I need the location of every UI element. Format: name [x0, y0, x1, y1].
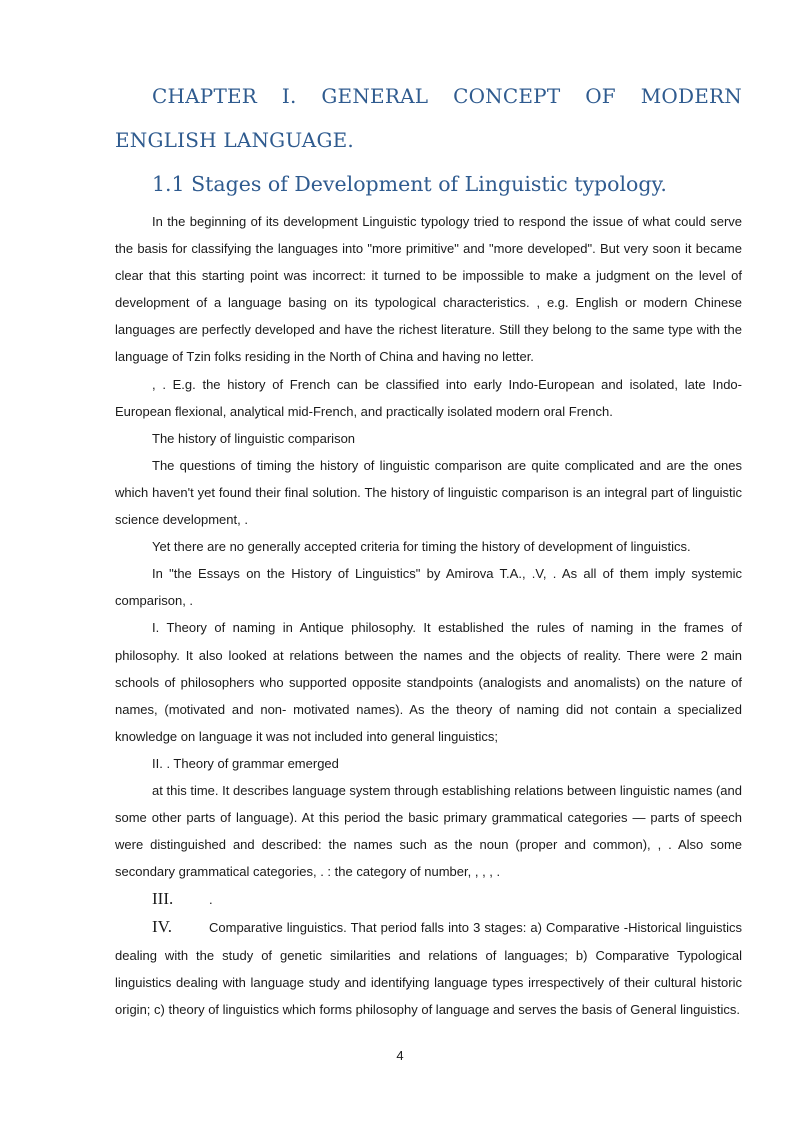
- paragraph: In the beginning of its development Linguistic typology tried to respond the issue of what could serve the basis for classifying the languages into "more primitive" and "more developed". But very soon it became clear that this starting point was incorrect: it turned to be impossible to make a judgment on the level of development of a language basing on its typological characteristics. , e.g. English or modern Chinese languages are perfectly developed and have the richest literature. Still they belong to the same type with the language of Tzin folks residing in the North of China and having no letter.: [115, 214, 742, 365]
- paragraph: The history of linguistic comparison: [152, 430, 356, 446]
- roman-numeral: IV.: [152, 917, 172, 937]
- section-title: 1.1 Stages of Development of Linguistic typology.: [152, 172, 667, 196]
- page-number: 4: [396, 1048, 404, 1063]
- page-content: [115, 74, 742, 1023]
- paragraph: at this time. It describes language system through establishing relations between linguistic names (and some other parts of language). At this period the basic primary grammatical categories — parts of speech were distinguished and described: the names such as the noun (proper and common), , . Also some secondary grammatical categories, . : the category of number, , , , .: [115, 782, 742, 880]
- paragraph: The questions of timing the history of linguistic comparison are quite complicated and are the ones which haven't yet found their final solution. The history of linguistic comparison is an integral part of linguistic science development, .: [115, 457, 742, 528]
- roman-item-text: Comparative linguistics. That period falls into 3 stages: a) Comparative -Historical linguistics dealing with the study of genetic similarities and relations of languages; b) Comparative Typological linguistics dealing with language study and identifying language types irrespectively of their cultural historic origin; c) theory of linguistics which forms philosophy of language and serves the basis of General linguistics.: [115, 920, 742, 1017]
- roman-item-four: [115, 913, 742, 1022]
- paragraph: II. . Theory of grammar emerged: [152, 755, 339, 771]
- paragraph: In "the Essays on the History of Linguistics" by Amirova T.A., .V, . As all of them imply systemic comparison, .: [115, 566, 742, 609]
- paragraph: , . E.g. the history of French can be classified into early Indo-European and isolated, late Indo-European flexional, analytical mid-French, and practically isolated modern oral French.: [115, 376, 742, 419]
- roman-numeral: III.: [152, 889, 174, 909]
- roman-item-three: [115, 885, 742, 913]
- chapter-title: CHAPTER I. GENERAL CONCEPT OF MODERN ENGLISH LANGUAGE.: [115, 84, 742, 152]
- roman-item-text: .: [209, 892, 213, 908]
- paragraph: Yet there are no generally accepted criteria for timing the history of development of linguistics.: [152, 539, 691, 555]
- paragraph: I. Theory of naming in Antique philosophy. It established the rules of naming in the frames of philosophy. It also looked at relations between the names and the objects of reality. There were 2 main schools of philosophers who supported opposite standpoints (analogists and anomalists) on the nature of names, (motivated and non- motivated names). As the theory of naming did not contain a specialized knowledge on language it was not included into general linguistics;: [115, 620, 742, 744]
